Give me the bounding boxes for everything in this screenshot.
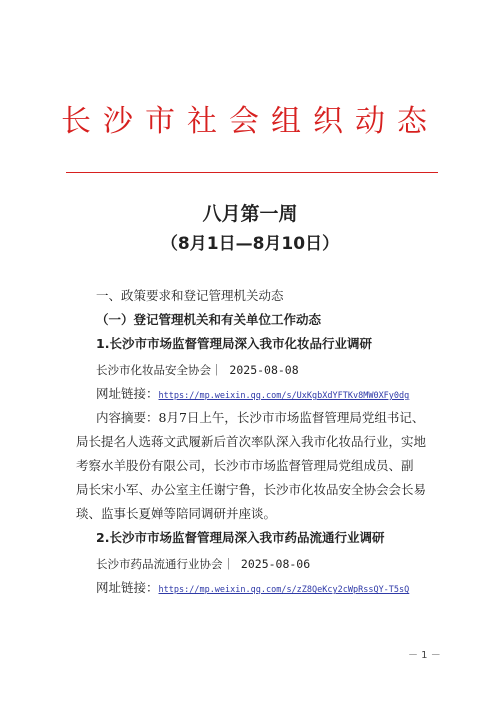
summary-line: 局长提名人选蒋文武履新后首次率队深入我市化妆品行业，实地	[76, 434, 427, 449]
summary-line: 考察水羊股份有限公司，长沙市市场监督管理局党组成员、副	[76, 458, 414, 473]
article-link[interactable]: https://mp.weixin.qq.com/s/UxKgbXdYFTKv8MW0XFy0dg	[158, 391, 410, 401]
article-link-row	[96, 578, 409, 600]
masthead-title: 长沙市社会组织动态	[61, 104, 439, 139]
article-source-text: 长沙市化妆品安全协会｜ 2025-08-08	[96, 363, 299, 377]
summary-line: 琰、监事长夏婵等陪同调研并座谈。	[76, 506, 277, 521]
issue-week: 八月第一周	[202, 203, 298, 225]
summary-line: 局长宋小军、办公室主任谢宁鲁，长沙市化妆品安全协会会长易	[76, 482, 427, 497]
issue-date-range: （8月1日—8月10日）	[160, 234, 340, 254]
article-link-row	[96, 384, 409, 406]
link-label: 网址链接：	[96, 580, 159, 595]
article-title: 1.长沙市市场监督管理局深入我市化妆品行业调研	[96, 336, 372, 351]
summary-line: 内容摘要：8月7日上午，长沙市市场监督管理局党组书记、	[96, 410, 425, 425]
article-source	[96, 554, 310, 574]
article-source-text: 长沙市药品流通行业协会｜ 2025-08-06	[96, 557, 311, 571]
section-heading: 一、政策要求和登记管理机关动态	[96, 288, 284, 303]
section-subheading: （一）登记管理机关和有关单位工作动态	[96, 312, 322, 327]
article-link[interactable]: https://mp.weixin.qq.com/s/zZ8QeKcy2cWpRssQY-T5sQ	[158, 585, 410, 595]
masthead-divider	[66, 172, 438, 173]
article-title: 2.长沙市市场监督管理局深入我市药品流通行业调研	[96, 530, 385, 545]
page-number: － 1 －	[408, 650, 441, 661]
link-label: 网址链接：	[96, 386, 159, 401]
article-source	[96, 360, 299, 380]
